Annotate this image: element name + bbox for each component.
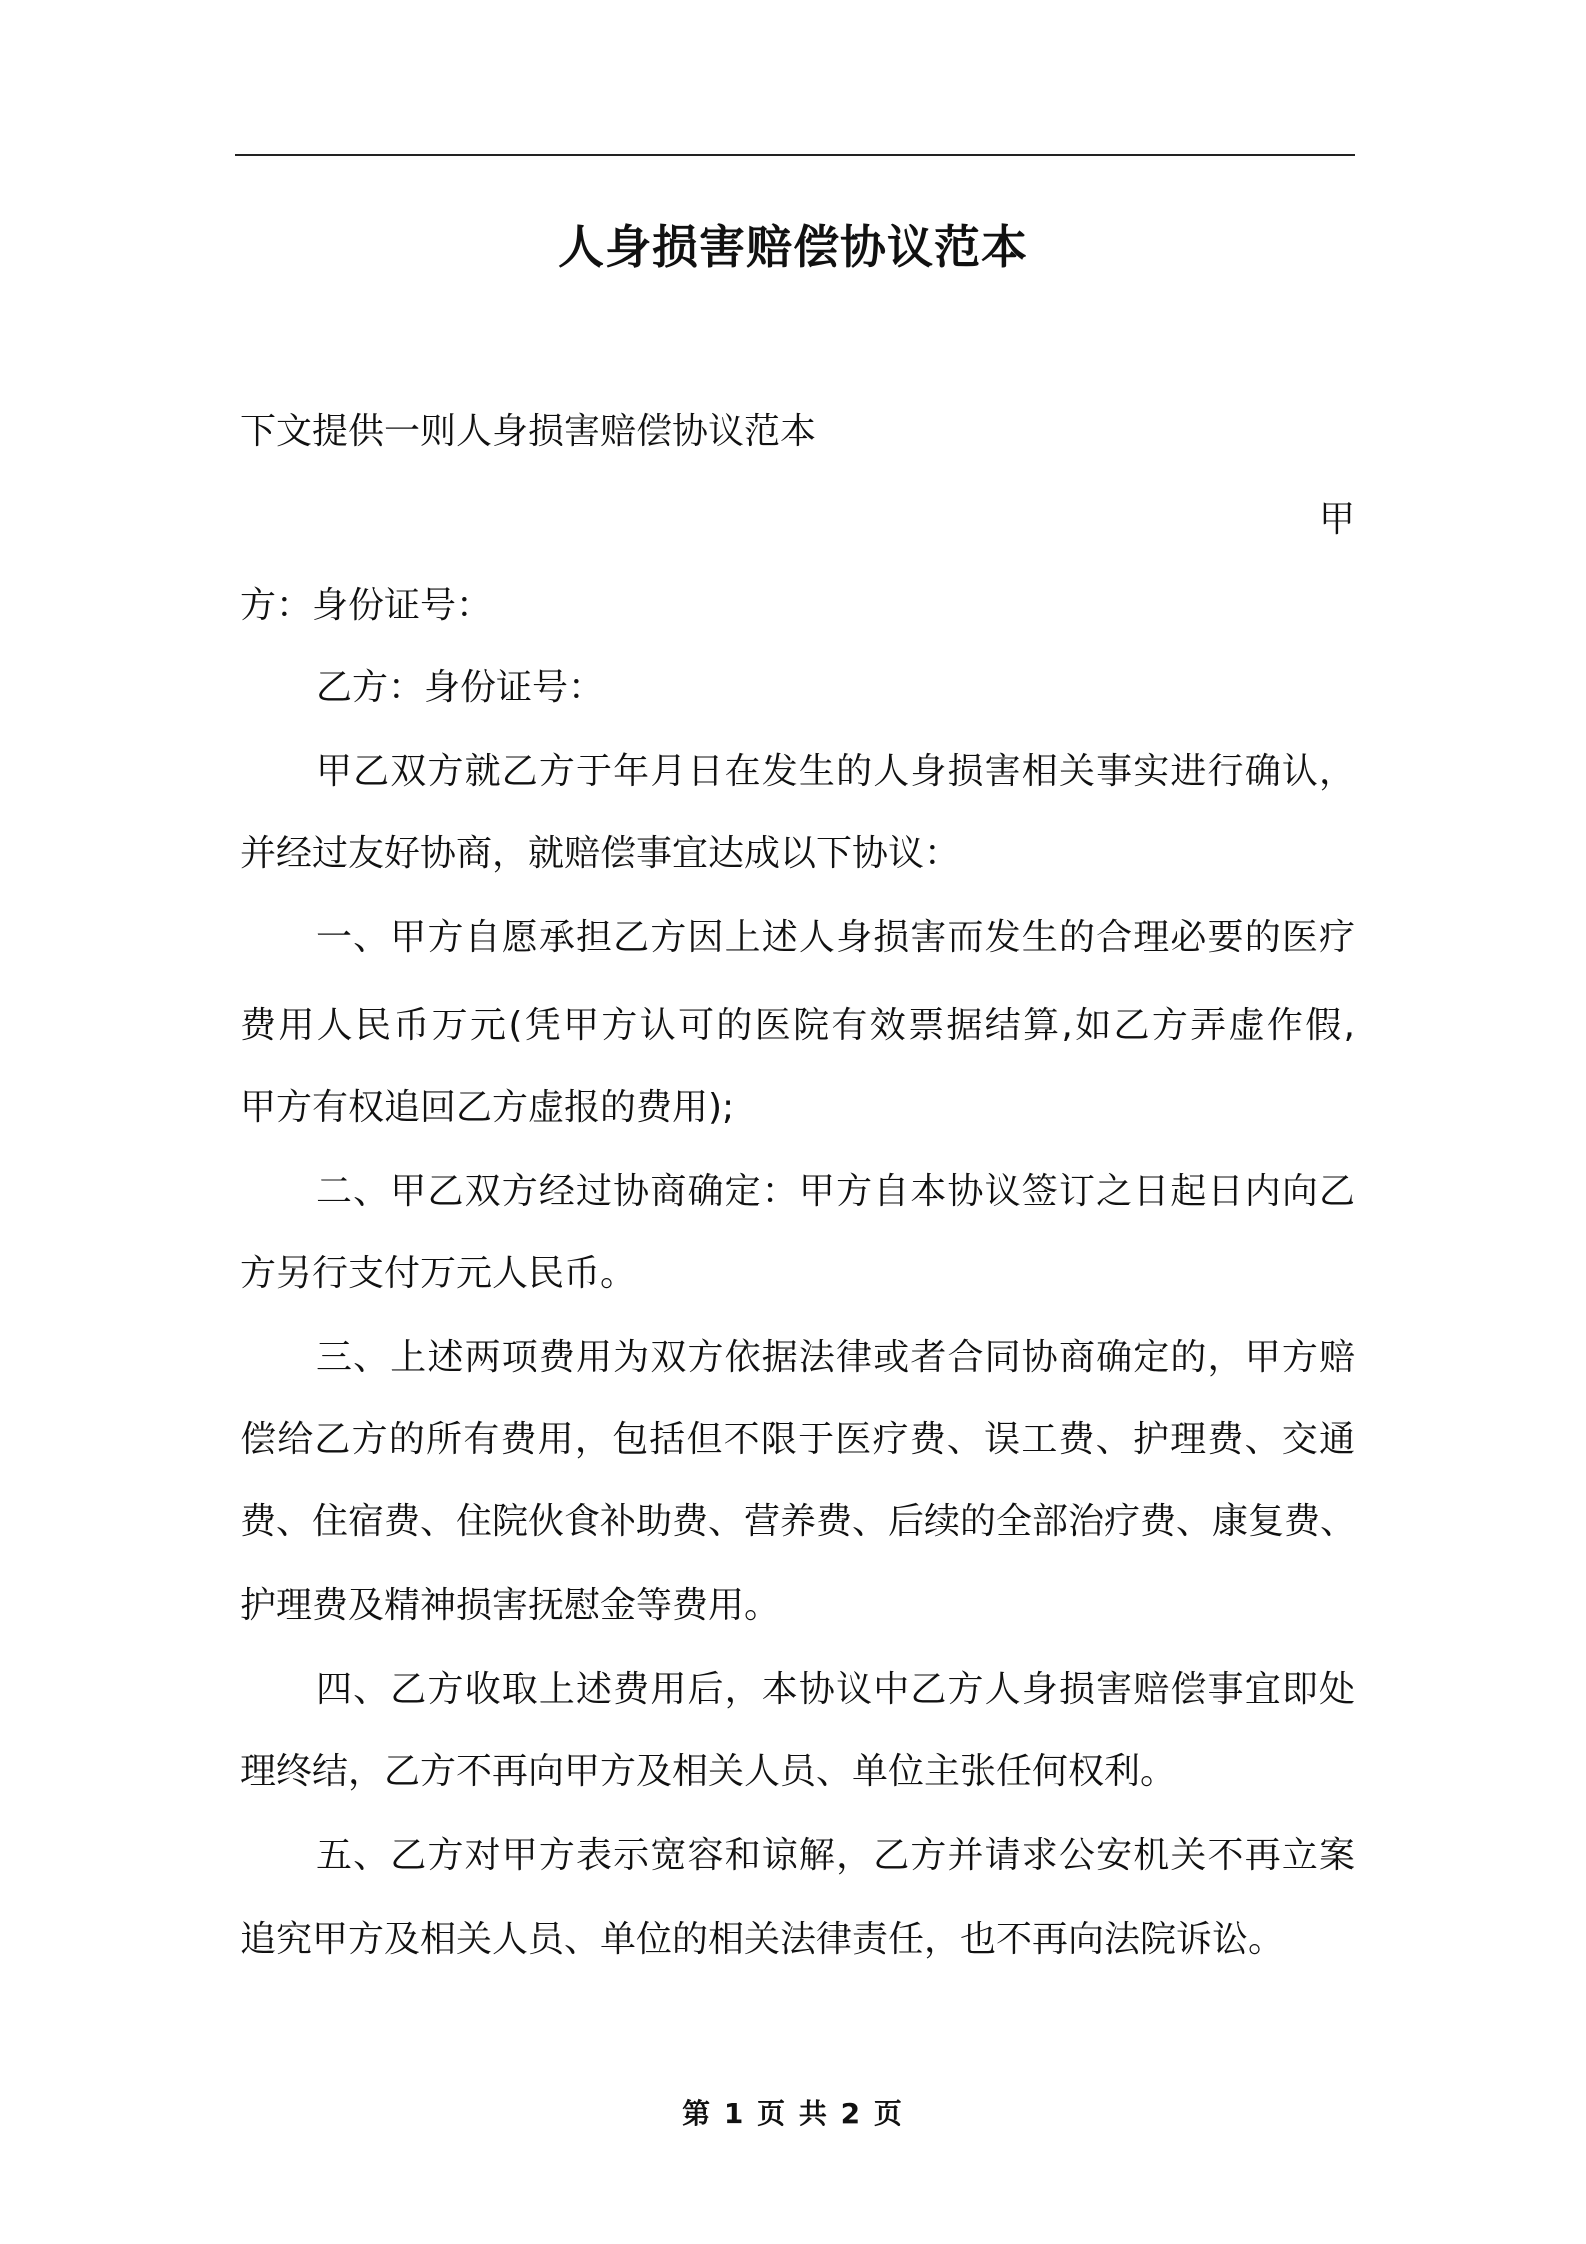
clause-4-line-2: 理终结，乙方不再向甲方及相关人员、单位主张任何权利。 xyxy=(240,1751,1177,1792)
document-title: 人身损害赔偿协议范本 xyxy=(558,220,1028,274)
clause-1-line-3: 甲方有权追回乙方虚报的费用); xyxy=(240,1087,735,1128)
header-divider xyxy=(235,154,1355,156)
preamble-line-1: 甲乙双方就乙方于年月日在发生的人身损害相关事实进行确认， xyxy=(316,751,1355,792)
party-a-label-start: 甲 xyxy=(1318,499,1355,540)
clause-3-line-2: 偿给乙方的所有费用，包括但不限于医疗费、误工费、护理费、交通 xyxy=(240,1419,1355,1460)
party-b-id-line: 乙方：身份证号： xyxy=(316,667,605,708)
preamble-line-2: 并经过友好协商，就赔偿事宜达成以下协议： xyxy=(240,833,961,874)
clause-1-line-1: 一、甲方自愿承担乙方因上述人身损害而发生的合理必要的医疗 xyxy=(316,917,1355,958)
clause-3-line-4: 护理费及精神损害抚慰金等费用。 xyxy=(240,1585,781,1626)
party-a-id-line: 方：身份证号： xyxy=(240,585,493,626)
page-number: 第 1 页 共 2 页 xyxy=(682,2097,904,2130)
clause-3-line-1: 三、上述两项费用为双方依据法律或者合同协商确定的，甲方赔 xyxy=(316,1337,1355,1378)
clause-2-line-1: 二、甲乙双方经过协商确定：甲方自本协议签订之日起日内向乙 xyxy=(316,1171,1355,1212)
clause-5-line-1: 五、乙方对甲方表示宽容和谅解，乙方并请求公安机关不再立案 xyxy=(316,1835,1355,1876)
clause-4-line-1: 四、乙方收取上述费用后，本协议中乙方人身损害赔偿事宜即处 xyxy=(316,1669,1355,1710)
clause-2-line-2: 方另行支付万元人民币。 xyxy=(240,1253,637,1294)
intro-line: 下文提供一则人身损害赔偿协议范本 xyxy=(240,411,817,452)
clause-3-line-3: 费、住宿费、住院伙食补助费、营养费、后续的全部治疗费、康复费、 xyxy=(240,1501,1357,1542)
clause-5-line-2: 追究甲方及相关人员、单位的相关法律责任，也不再向法院诉讼。 xyxy=(240,1919,1285,1960)
clause-1-line-2: 费用人民币万元(凭甲方认可的医院有效票据结算,如乙方弄虚作假, xyxy=(240,1005,1355,1046)
